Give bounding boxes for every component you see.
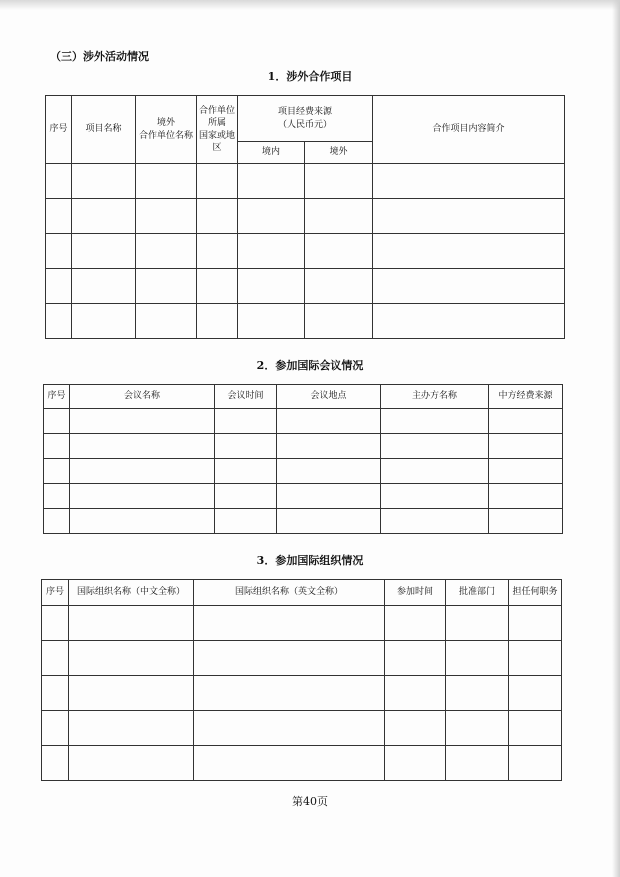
table-cell[interactable] bbox=[381, 409, 489, 434]
table-cell[interactable] bbox=[44, 509, 70, 534]
table-cell[interactable] bbox=[194, 641, 385, 676]
table-cell[interactable] bbox=[277, 434, 381, 459]
table-cell[interactable] bbox=[44, 434, 70, 459]
table2-header-3: 会议地点 bbox=[277, 385, 381, 409]
table2-header-2: 会议时间 bbox=[215, 385, 277, 409]
table-cell[interactable] bbox=[215, 459, 277, 484]
table-cell[interactable] bbox=[70, 459, 215, 484]
table-row bbox=[42, 676, 562, 711]
table-row bbox=[44, 509, 563, 534]
header-content-summary: 合作项目内容简介 bbox=[373, 96, 565, 164]
table-cell[interactable] bbox=[69, 641, 194, 676]
table-cell[interactable] bbox=[215, 484, 277, 509]
international-organization-table bbox=[41, 579, 562, 781]
table2-header-0: 序号 bbox=[44, 385, 70, 409]
table-cell[interactable] bbox=[509, 641, 562, 676]
table3-title: 3．参加国际组织情况 bbox=[256, 554, 364, 567]
table-row bbox=[44, 409, 563, 434]
table3-header-0: 序号 bbox=[42, 580, 69, 606]
table-cell[interactable] bbox=[42, 746, 69, 781]
header-funding-source: 项目经费来源 （人民币元） bbox=[238, 96, 373, 142]
table-row bbox=[46, 199, 565, 234]
table-cell[interactable] bbox=[70, 434, 215, 459]
header-domestic: 境内 bbox=[238, 142, 305, 164]
table-row bbox=[42, 711, 562, 746]
table-row bbox=[42, 606, 562, 641]
table-cell[interactable] bbox=[194, 606, 385, 641]
table-row bbox=[46, 304, 565, 339]
table-cell[interactable] bbox=[70, 484, 215, 509]
header-project-name: 项目名称 bbox=[72, 96, 136, 164]
section-title: （三）涉外活动情况 bbox=[50, 50, 149, 63]
table-cell[interactable] bbox=[42, 676, 69, 711]
table-cell[interactable] bbox=[72, 269, 136, 304]
table-cell[interactable] bbox=[381, 484, 489, 509]
table-cell[interactable] bbox=[385, 606, 446, 641]
table-cell[interactable] bbox=[44, 484, 70, 509]
table-cell[interactable] bbox=[373, 234, 565, 269]
table-cell[interactable] bbox=[385, 746, 446, 781]
table-cell[interactable] bbox=[69, 711, 194, 746]
table-cell[interactable] bbox=[136, 269, 197, 304]
table-cell[interactable] bbox=[305, 199, 373, 234]
table-row bbox=[42, 746, 562, 781]
table-row bbox=[46, 164, 565, 199]
table-cell[interactable] bbox=[197, 304, 238, 339]
table-cell[interactable] bbox=[136, 304, 197, 339]
table-cell[interactable] bbox=[509, 711, 562, 746]
table-row bbox=[42, 641, 562, 676]
table-cell[interactable] bbox=[446, 711, 509, 746]
table-cell[interactable] bbox=[381, 509, 489, 534]
table-cell[interactable] bbox=[509, 606, 562, 641]
table-cell[interactable] bbox=[305, 304, 373, 339]
table-cell[interactable] bbox=[277, 509, 381, 534]
foreign-cooperation-table bbox=[45, 95, 565, 339]
table-cell[interactable] bbox=[72, 199, 136, 234]
table-cell[interactable] bbox=[446, 746, 509, 781]
table-cell[interactable] bbox=[44, 409, 70, 434]
table-cell[interactable] bbox=[238, 199, 305, 234]
table-cell[interactable] bbox=[489, 409, 563, 434]
scan-top-shadow bbox=[0, 0, 620, 10]
table-cell[interactable] bbox=[238, 164, 305, 199]
table-cell[interactable] bbox=[277, 459, 381, 484]
table-cell[interactable] bbox=[489, 509, 563, 534]
table-cell[interactable] bbox=[136, 164, 197, 199]
table1-title: 1．涉外合作项目 bbox=[267, 70, 353, 83]
international-conference-table bbox=[43, 384, 563, 534]
table-cell[interactable] bbox=[70, 509, 215, 534]
table-cell[interactable] bbox=[42, 711, 69, 746]
table-cell[interactable] bbox=[197, 164, 238, 199]
table-cell[interactable] bbox=[194, 711, 385, 746]
table-cell[interactable] bbox=[215, 509, 277, 534]
table-cell[interactable] bbox=[46, 199, 72, 234]
table-cell[interactable] bbox=[489, 484, 563, 509]
table-cell[interactable] bbox=[373, 269, 565, 304]
table-cell[interactable] bbox=[238, 269, 305, 304]
table-cell[interactable] bbox=[305, 234, 373, 269]
table-cell[interactable] bbox=[238, 234, 305, 269]
table-cell[interactable] bbox=[446, 641, 509, 676]
table-cell[interactable] bbox=[446, 606, 509, 641]
table3-header-4: 批准部门 bbox=[446, 580, 509, 606]
table-cell[interactable] bbox=[305, 269, 373, 304]
table-cell[interactable] bbox=[70, 409, 215, 434]
table-cell[interactable] bbox=[277, 484, 381, 509]
table2-header-1: 会议名称 bbox=[70, 385, 215, 409]
table-cell[interactable] bbox=[489, 434, 563, 459]
table-cell[interactable] bbox=[136, 234, 197, 269]
table-cell[interactable] bbox=[385, 676, 446, 711]
table3-header-5: 担任何职务 bbox=[509, 580, 562, 606]
table-cell[interactable] bbox=[385, 641, 446, 676]
table-cell[interactable] bbox=[69, 606, 194, 641]
table-cell[interactable] bbox=[42, 606, 69, 641]
table2-title: 2．参加国际会议情况 bbox=[256, 359, 364, 372]
table3-header-2: 国际组织名称（英文全称） bbox=[194, 580, 385, 606]
table-row bbox=[46, 234, 565, 269]
table-cell[interactable] bbox=[446, 676, 509, 711]
table-cell[interactable] bbox=[373, 199, 565, 234]
scan-right-edge bbox=[612, 0, 620, 877]
table-cell[interactable] bbox=[194, 746, 385, 781]
table-cell[interactable] bbox=[46, 234, 72, 269]
table-cell[interactable] bbox=[489, 459, 563, 484]
table-cell[interactable] bbox=[46, 269, 72, 304]
table3-header-3: 参加时间 bbox=[385, 580, 446, 606]
table1-body bbox=[46, 164, 565, 339]
table3-header-1: 国际组织名称（中文全称） bbox=[69, 580, 194, 606]
table-cell[interactable] bbox=[215, 409, 277, 434]
table-row bbox=[46, 269, 565, 304]
table-cell[interactable] bbox=[385, 711, 446, 746]
table-cell[interactable] bbox=[46, 304, 72, 339]
table2-header-4: 主办方名称 bbox=[381, 385, 489, 409]
table-cell[interactable] bbox=[215, 434, 277, 459]
page-number: 第40页 bbox=[292, 795, 328, 808]
table-cell[interactable] bbox=[277, 409, 381, 434]
table-cell[interactable] bbox=[69, 746, 194, 781]
table-cell[interactable] bbox=[136, 199, 197, 234]
header-overseas: 境外 bbox=[305, 142, 373, 164]
table2-header-5: 中方经费来源 bbox=[489, 385, 563, 409]
table-cell[interactable] bbox=[72, 234, 136, 269]
table-cell[interactable] bbox=[197, 199, 238, 234]
table-row bbox=[44, 484, 563, 509]
table-cell[interactable] bbox=[373, 304, 565, 339]
header-partner-name: 境外 合作单位名称 bbox=[136, 96, 197, 164]
table-cell[interactable] bbox=[69, 676, 194, 711]
table-cell[interactable] bbox=[305, 164, 373, 199]
table-cell[interactable] bbox=[197, 234, 238, 269]
table-cell[interactable] bbox=[46, 164, 72, 199]
table-cell[interactable] bbox=[72, 164, 136, 199]
table-cell[interactable] bbox=[238, 304, 305, 339]
header-seq: 序号 bbox=[46, 96, 72, 164]
table-row bbox=[44, 434, 563, 459]
table-cell[interactable] bbox=[72, 304, 136, 339]
table-cell[interactable] bbox=[381, 459, 489, 484]
table-cell[interactable] bbox=[197, 269, 238, 304]
table-row bbox=[44, 459, 563, 484]
table2-body bbox=[44, 409, 563, 534]
table3-body bbox=[42, 606, 562, 781]
table-cell[interactable] bbox=[42, 641, 69, 676]
table-cell[interactable] bbox=[381, 434, 489, 459]
table-cell[interactable] bbox=[509, 676, 562, 711]
table-cell[interactable] bbox=[44, 459, 70, 484]
table-cell[interactable] bbox=[194, 676, 385, 711]
table-cell[interactable] bbox=[373, 164, 565, 199]
table-cell[interactable] bbox=[509, 746, 562, 781]
header-partner-country: 合作单位 所属 国家或地 区 bbox=[197, 96, 238, 164]
